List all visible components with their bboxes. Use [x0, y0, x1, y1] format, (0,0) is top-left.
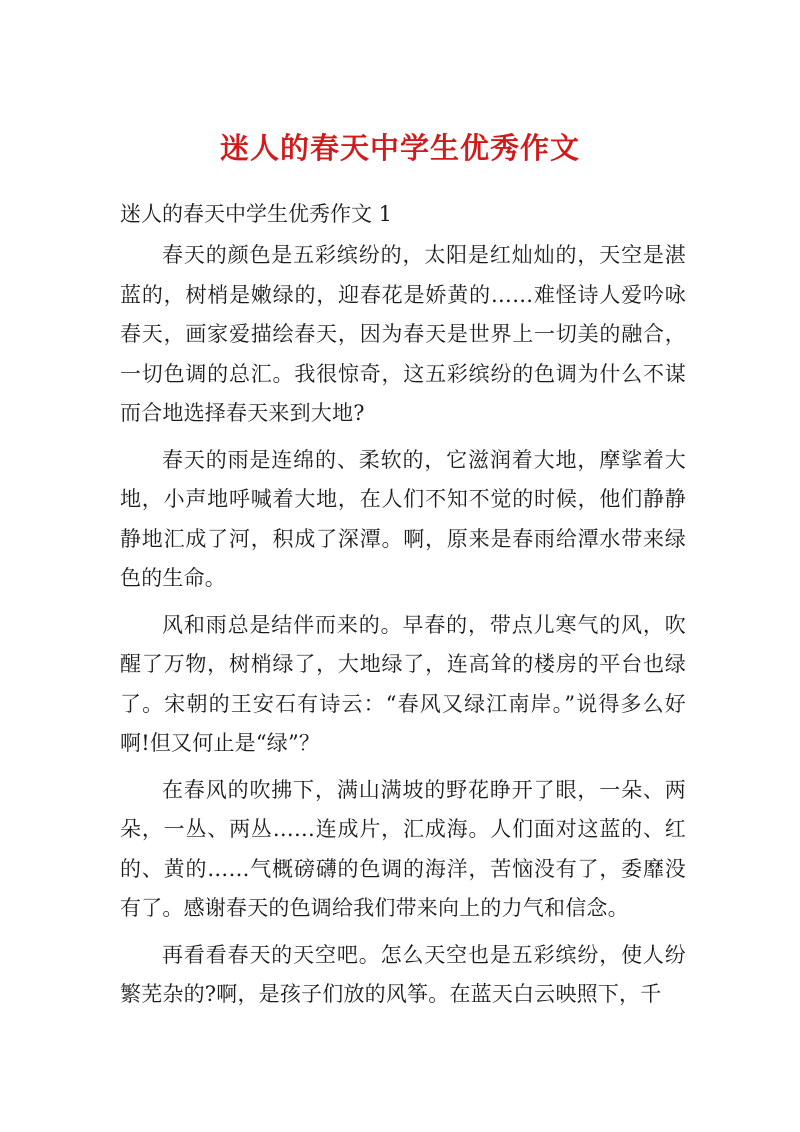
- paragraph: 在春风的吹拂下，满山满坡的野花睁开了眼，一朵、两朵，一丛、两丛……连成片，汇成海。人们面对这蓝的、红的、黄的……气概磅礴的色调的海洋，苦恼没有了，委靡没有了。感谢春天的色调给我们带来向上的力气和信念。: [120, 777, 686, 920]
- paragraph: 再看看春天的天空吧。怎么天空也是五彩缤纷，使人纷繁芜杂的?啊，是孩子们放的风筝。在蓝天白云映照下，千: [120, 942, 686, 1006]
- paragraph: 春天的雨是连绵的、柔软的，它滋润着大地，摩挲着大地，小声地呼喊着大地，在人们不知不觉的时候，他们静静静地汇成了河，积成了深潭。啊，原来是春雨给潭水带来绿色的生命。: [120, 447, 686, 590]
- essay-heading: 迷人的春天中学生优秀作文 1: [120, 202, 393, 226]
- document-title: 迷人的春天中学生优秀作文: [219, 131, 580, 165]
- paragraph: 风和雨总是结伴而来的。早春的，带点儿寒气的风，吹醒了万物，树梢绿了，大地绿了，连高耸的楼房的平台也绿了。宋朝的王安石有诗云：“春风又绿江南岸。”说得多么好啊!但又何止是“绿”？: [120, 612, 686, 755]
- paragraph: 春天的颜色是五彩缤纷的，太阳是红灿灿的，天空是湛蓝的，树梢是嫩绿的，迎春花是娇黄的……难怪诗人爱吟咏春天，画家爱描绘春天，因为春天是世界上一切美的融合，一切色调的总汇。我很惊奇，这五彩缤纷的色调为什么不谋而合地选择春天来到大地?: [120, 243, 686, 425]
- essay-body: [120, 236, 686, 1022]
